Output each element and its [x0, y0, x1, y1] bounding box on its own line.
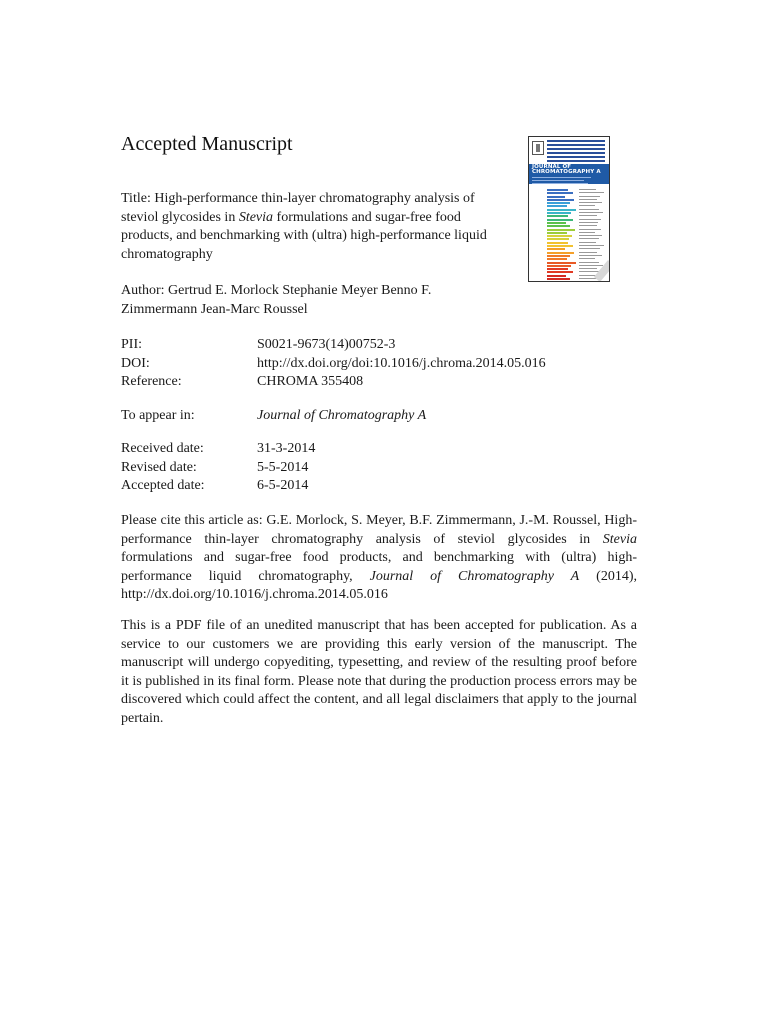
accepted-date-label: Accepted date: [121, 478, 205, 493]
citation-paragraph [121, 512, 637, 605]
cover-text-line [579, 232, 595, 233]
cover-color-bar [547, 229, 575, 231]
cover-color-bar [547, 196, 565, 198]
cover-text-line [579, 222, 598, 223]
cover-text-line [579, 219, 601, 220]
cover-title-band [529, 164, 609, 184]
cover-text-line [579, 265, 603, 266]
cover-color-bars [547, 189, 577, 282]
cover-color-bar [547, 235, 572, 237]
identifier-list [121, 336, 546, 392]
cover-color-bar [547, 222, 566, 224]
cover-color-bar [547, 202, 570, 204]
citation-part-2: formulations and sugar-free food products, and benchmarking with (ultra) high- performance liquid chromatography, [121, 550, 637, 584]
reference-value: CHROMA 355408 [257, 374, 364, 389]
cover-color-bar [547, 205, 567, 207]
cover-text-line [579, 209, 599, 210]
cover-color-bar [547, 219, 573, 221]
date-list [121, 440, 315, 496]
cover-text-line [579, 268, 597, 269]
received-date-label: Received date: [121, 441, 204, 456]
cover-text-line [579, 252, 597, 253]
title-italic: Stevia [238, 209, 274, 225]
appear-row [121, 407, 426, 426]
received-date-row [121, 440, 315, 459]
article-title [121, 190, 491, 264]
cover-text-line [579, 255, 602, 256]
accepted-date-row [121, 477, 315, 496]
doi-value: http://dx.doi.org/doi:10.1016/j.chroma.2014.05.016 [257, 355, 546, 371]
cover-color-bar [547, 275, 566, 277]
publisher-logo-icon [532, 141, 544, 155]
cover-text-line [579, 192, 604, 193]
cover-color-bar [547, 232, 567, 234]
reference-row [121, 373, 546, 392]
appear-value: Journal of Chromatography A [257, 408, 427, 423]
cover-color-bar [547, 189, 568, 191]
cover-text-line [579, 245, 604, 246]
cover-text-line [579, 235, 602, 236]
cover-header-stripes [547, 140, 605, 164]
cover-text-line [579, 205, 595, 206]
cover-color-bar [547, 252, 574, 254]
cover-text-line [579, 262, 599, 263]
received-date-value: 31-3-2014 [257, 441, 316, 456]
citation-italic-2: Journal of Chromatography A [369, 568, 580, 584]
citation-part-1: Please cite this article as: G.E. Morlock, S. Meyer, B.F. Zimmermann, J.-M. Roussel, High-performance thin-layer chromatography analysis of steviol glycosides in [121, 513, 637, 547]
cover-color-bar [547, 255, 570, 257]
appear-label: To appear in: [121, 408, 195, 423]
cover-color-bar [547, 278, 570, 280]
cover-color-bar [547, 209, 576, 211]
cover-text-line [579, 215, 597, 216]
manuscript-notice: This is a PDF file of an unedited manuscript that has been accepted for publication. As a service to our customers we are providing this early version of the manuscript. The manuscript will undergo copyediting, typesetting, and review of the resulting proof before it is published in its final form. Please note that during the production process errors may be discovered which could affect the content, and all legal disclaimers that apply to the journal pertain. [121, 618, 637, 726]
cover-color-bar [547, 199, 574, 201]
cover-text-line [579, 189, 596, 190]
cover-text-line [579, 258, 595, 259]
citation-part-3: (2014), http://dx.doi.org/10.1016/j.chroma.2014.05.016 [121, 568, 637, 602]
article-authors: Author: Gertrud E. Morlock Stephanie Meyer Benno F. Zimmermann Jean-Marc Roussel [121, 283, 432, 317]
title-prefix: Title: High-performance thin-layer chromatography analysis of steviol glycosides in [121, 191, 475, 225]
cover-color-bar [547, 215, 568, 217]
cover-text-line [579, 238, 599, 239]
doi-label: DOI: [121, 355, 150, 371]
cover-color-bar [547, 192, 573, 194]
cover-color-bar [547, 248, 565, 250]
cover-text-line [579, 242, 596, 243]
cover-text-line [579, 229, 601, 230]
cover-color-bar [547, 268, 568, 270]
cover-color-bar [547, 271, 573, 273]
doi-row [121, 355, 546, 374]
cover-journal-title: JOURNAL OF CHROMATOGRAPHY A [532, 164, 601, 175]
manuscript-heading: Accepted Manuscript [121, 133, 293, 155]
title-suffix: formulations and sugar-free food products, and benchmarking with (ultra) high-performance liquid chromatography [121, 209, 487, 262]
cover-text-line [579, 281, 601, 282]
cover-color-bar [547, 212, 571, 214]
cover-color-bar [547, 245, 573, 247]
pii-label: PII: [121, 337, 142, 352]
cover-color-bar [547, 242, 568, 244]
revised-date-value: 5-5-2014 [257, 459, 309, 475]
accepted-date-value: 6-5-2014 [257, 478, 309, 493]
cover-text-line [579, 248, 600, 249]
cover-text-line [579, 196, 600, 197]
cover-color-bar [547, 238, 569, 240]
citation-italic-1: Stevia [602, 531, 637, 547]
cover-text-line [579, 202, 602, 203]
cover-color-bar [547, 225, 570, 227]
cover-text-line [579, 212, 603, 213]
cover-text-line [579, 199, 597, 200]
reference-label: Reference: [121, 374, 182, 389]
cover-text-line [579, 225, 597, 226]
appear-in [121, 407, 426, 426]
pii-row [121, 336, 546, 355]
journal-cover-thumbnail [528, 136, 610, 282]
cover-color-bar [547, 258, 567, 260]
pii-value: S0021-9673(14)00752-3 [257, 337, 396, 352]
cover-color-bar [547, 262, 576, 264]
cover-color-bar [547, 265, 571, 267]
revised-date-label: Revised date: [121, 459, 197, 475]
cover-color-bar [547, 281, 575, 282]
revised-date-row [121, 459, 315, 478]
